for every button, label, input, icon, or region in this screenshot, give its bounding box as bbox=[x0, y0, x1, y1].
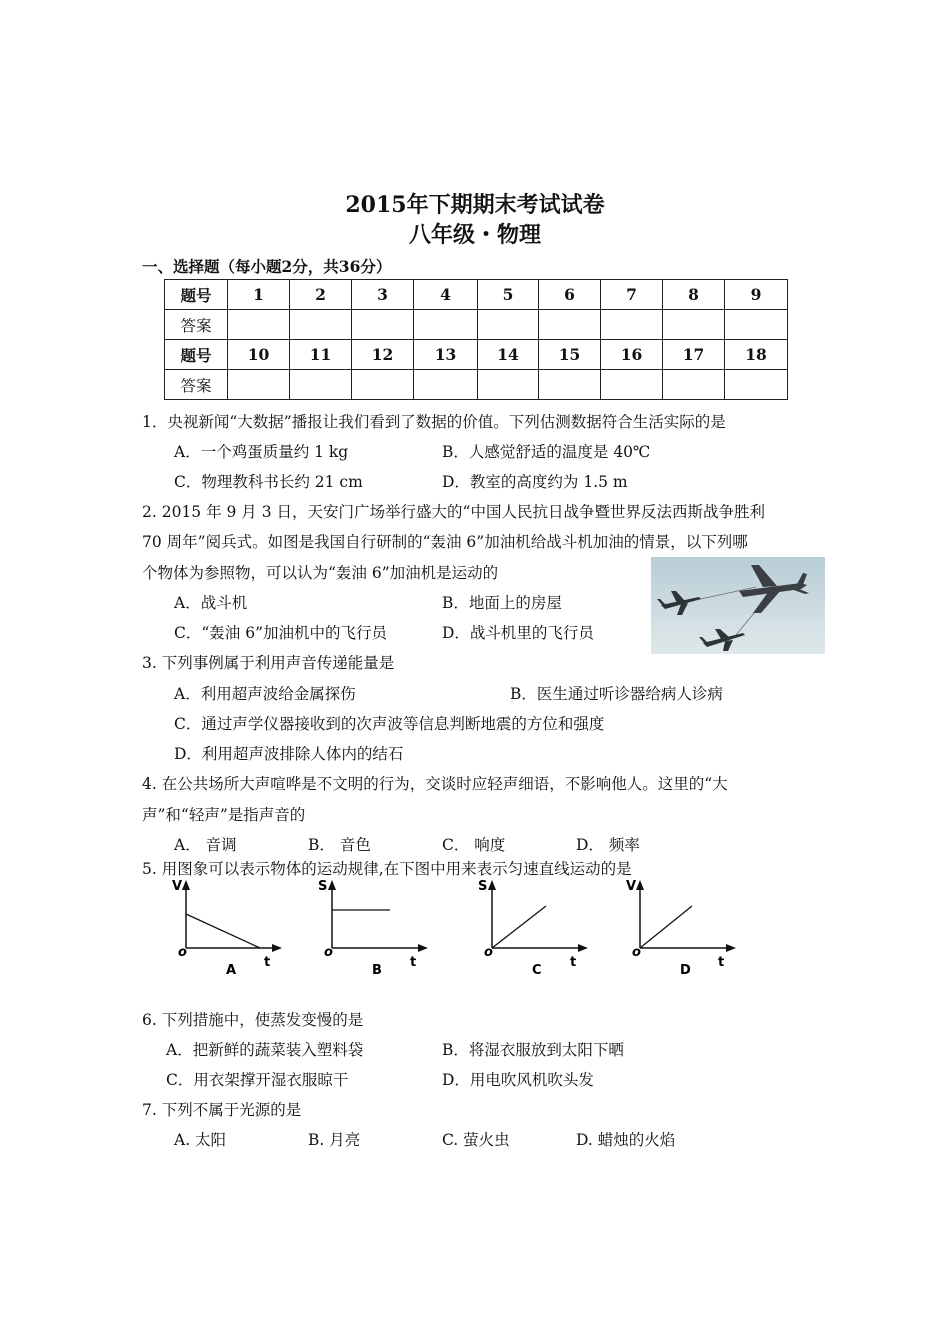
question-3-stem: 3. 下列事例属于利用声音传递能量是 bbox=[142, 654, 395, 672]
table-cell: 题号 bbox=[165, 280, 228, 310]
question-7-option-c: C. 萤火虫 bbox=[442, 1131, 510, 1149]
question-6-option-d: D．用电吹风机吹头发 bbox=[442, 1071, 594, 1089]
graph-c-xaxis-label: t bbox=[570, 955, 577, 970]
table-cell: 1 bbox=[228, 280, 290, 310]
question-6-option-a: A．把新鲜的蔬菜装入塑料袋 bbox=[166, 1041, 364, 1059]
refueling-aircraft-image bbox=[651, 557, 825, 654]
table-cell: 3 bbox=[352, 280, 414, 310]
answer-cell[interactable] bbox=[290, 310, 352, 340]
answer-cell[interactable] bbox=[539, 310, 601, 340]
question-3-option-a: A．利用超声波给金属探伤 bbox=[174, 685, 356, 703]
graph-b-label: B bbox=[372, 963, 382, 978]
graph-a-yaxis-label: V bbox=[172, 879, 183, 894]
question-6-option-c: C．用衣架撑开湿衣服晾干 bbox=[166, 1071, 349, 1089]
table-cell: 12 bbox=[352, 340, 414, 370]
answer-cell[interactable] bbox=[663, 310, 725, 340]
table-cell: 7 bbox=[601, 280, 663, 310]
table-cell: 5 bbox=[478, 280, 539, 310]
table-cell: 2 bbox=[290, 280, 352, 310]
table-row bbox=[165, 370, 788, 400]
exam-subtitle: 八年级・物理 bbox=[408, 222, 541, 248]
question-1-stem: 1．央视新闻“大数据”播报让我们看到了数据的价值。下列估测数据符合生活实际的是 bbox=[142, 413, 726, 431]
table-cell: 15 bbox=[539, 340, 601, 370]
graph-c-origin: o bbox=[484, 945, 493, 960]
answer-cell[interactable] bbox=[414, 370, 478, 400]
graph-d bbox=[624, 874, 744, 984]
table-cell: 8 bbox=[663, 280, 725, 310]
answer-cell[interactable] bbox=[725, 370, 788, 400]
question-1-option-a: A．一个鸡蛋质量约 1 kg bbox=[174, 443, 349, 461]
table-cell: 6 bbox=[539, 280, 601, 310]
answer-table bbox=[164, 279, 788, 400]
section-heading: 一、选择题（每小题2分，共36分） bbox=[142, 257, 392, 276]
answer-cell[interactable] bbox=[228, 310, 290, 340]
question-1-option-d: D．教室的高度约为 1.5 m bbox=[442, 473, 628, 491]
answer-cell[interactable] bbox=[290, 370, 352, 400]
question-3-option-d: D．利用超声波排除人体内的结石 bbox=[174, 745, 404, 763]
question-7-option-b: B. 月亮 bbox=[308, 1131, 361, 1149]
question-4-stem-line1: 4. 在公共场所大声喧哗是不文明的行为，交谈时应轻声细语，不影响他人。这里的“大 bbox=[142, 775, 728, 793]
graph-d-label: D bbox=[680, 963, 691, 978]
question-2-option-b: B．地面上的房屋 bbox=[442, 594, 562, 612]
table-cell: 题号 bbox=[165, 340, 228, 370]
table-row bbox=[165, 280, 788, 310]
answer-cell[interactable] bbox=[601, 310, 663, 340]
graph-c-label: C bbox=[532, 963, 542, 978]
table-cell: 9 bbox=[725, 280, 788, 310]
question-4-stem-line2: 声”和“轻声”是指声音的 bbox=[142, 806, 306, 824]
question-5-stem: 5. 用图象可以表示物体的运动规律,在下图中用来表示匀速直线运动的是 bbox=[142, 860, 632, 878]
answer-cell[interactable] bbox=[414, 310, 478, 340]
graph-b-origin: o bbox=[324, 945, 333, 960]
question-2-option-a: A．战斗机 bbox=[174, 594, 248, 612]
question-1-option-b: B．人感觉舒适的温度是 40℃ bbox=[442, 443, 651, 461]
table-cell: 答案 bbox=[165, 310, 228, 340]
question-2-stem-line2: 70 周年”阅兵式。如图是我国自行研制的“轰油 6”加油机给战斗机加油的情景，以下列哪 bbox=[142, 533, 748, 551]
table-cell: 18 bbox=[725, 340, 788, 370]
answer-cell[interactable] bbox=[478, 310, 539, 340]
table-cell: 答案 bbox=[165, 370, 228, 400]
question-2-stem-line1: 2. 2015 年 9 月 3 日，天安门广场举行盛大的“中国人民抗日战争暨世界反法西斯战争胜利 bbox=[142, 503, 765, 521]
graph-a-xaxis-label: t bbox=[264, 955, 271, 970]
question-7-option-a: A. 太阳 bbox=[174, 1131, 227, 1149]
answer-cell[interactable] bbox=[663, 370, 725, 400]
table-cell: 11 bbox=[290, 340, 352, 370]
question-6-option-b: B．将湿衣服放到太阳下晒 bbox=[442, 1041, 624, 1059]
graph-a-label: A bbox=[226, 963, 237, 978]
graph-c-yaxis-label: S bbox=[478, 879, 488, 894]
graph-a-origin: o bbox=[178, 945, 187, 960]
table-row bbox=[165, 310, 788, 340]
table-row bbox=[165, 340, 788, 370]
question-3-option-b: B．医生通过听诊器给病人诊病 bbox=[510, 685, 723, 703]
graph-b bbox=[316, 874, 436, 984]
table-cell: 10 bbox=[228, 340, 290, 370]
table-cell: 4 bbox=[414, 280, 478, 310]
answer-cell[interactable] bbox=[352, 370, 414, 400]
graph-b-yaxis-label: S bbox=[318, 879, 328, 894]
answer-cell[interactable] bbox=[725, 310, 788, 340]
graph-a bbox=[170, 874, 290, 984]
question-3-option-c: C．通过声学仪器接收到的次声波等信息判断地震的方位和强度 bbox=[174, 715, 605, 733]
answer-cell[interactable] bbox=[539, 370, 601, 400]
question-4-option-a: A． 音调 bbox=[174, 836, 237, 854]
question-7-stem: 7. 下列不属于光源的是 bbox=[142, 1101, 302, 1119]
graph-d-yaxis-label: V bbox=[626, 879, 637, 894]
exam-title: 2015年下期期末考试试卷 bbox=[345, 192, 605, 218]
question-2-option-d: D．战斗机里的飞行员 bbox=[442, 624, 594, 642]
table-cell: 14 bbox=[478, 340, 539, 370]
question-6-stem: 6. 下列措施中，使蒸发变慢的是 bbox=[142, 1011, 364, 1029]
question-1-option-c: C．物理教科书长约 21 cm bbox=[174, 473, 363, 491]
graph-b-xaxis-label: t bbox=[410, 955, 417, 970]
table-cell: 13 bbox=[414, 340, 478, 370]
question-2-stem-line3: 个物体为参照物，可以认为“轰油 6”加油机是运动的 bbox=[142, 564, 499, 582]
answer-cell[interactable] bbox=[601, 370, 663, 400]
table-cell: 16 bbox=[601, 340, 663, 370]
graph-d-xaxis-label: t bbox=[718, 955, 725, 970]
question-2-option-c: C．“轰油 6”加油机中的飞行员 bbox=[174, 624, 387, 642]
question-4-option-c: C． 响度 bbox=[442, 836, 506, 854]
answer-cell[interactable] bbox=[228, 370, 290, 400]
graph-d-origin: o bbox=[632, 945, 641, 960]
question-7-option-d: D. 蜡烛的火焰 bbox=[576, 1131, 676, 1149]
answer-cell[interactable] bbox=[352, 310, 414, 340]
question-4-option-d: D． 频率 bbox=[576, 836, 640, 854]
question-4-option-b: B． 音色 bbox=[308, 836, 371, 854]
graph-c bbox=[476, 874, 596, 984]
table-cell: 17 bbox=[663, 340, 725, 370]
answer-cell[interactable] bbox=[478, 370, 539, 400]
